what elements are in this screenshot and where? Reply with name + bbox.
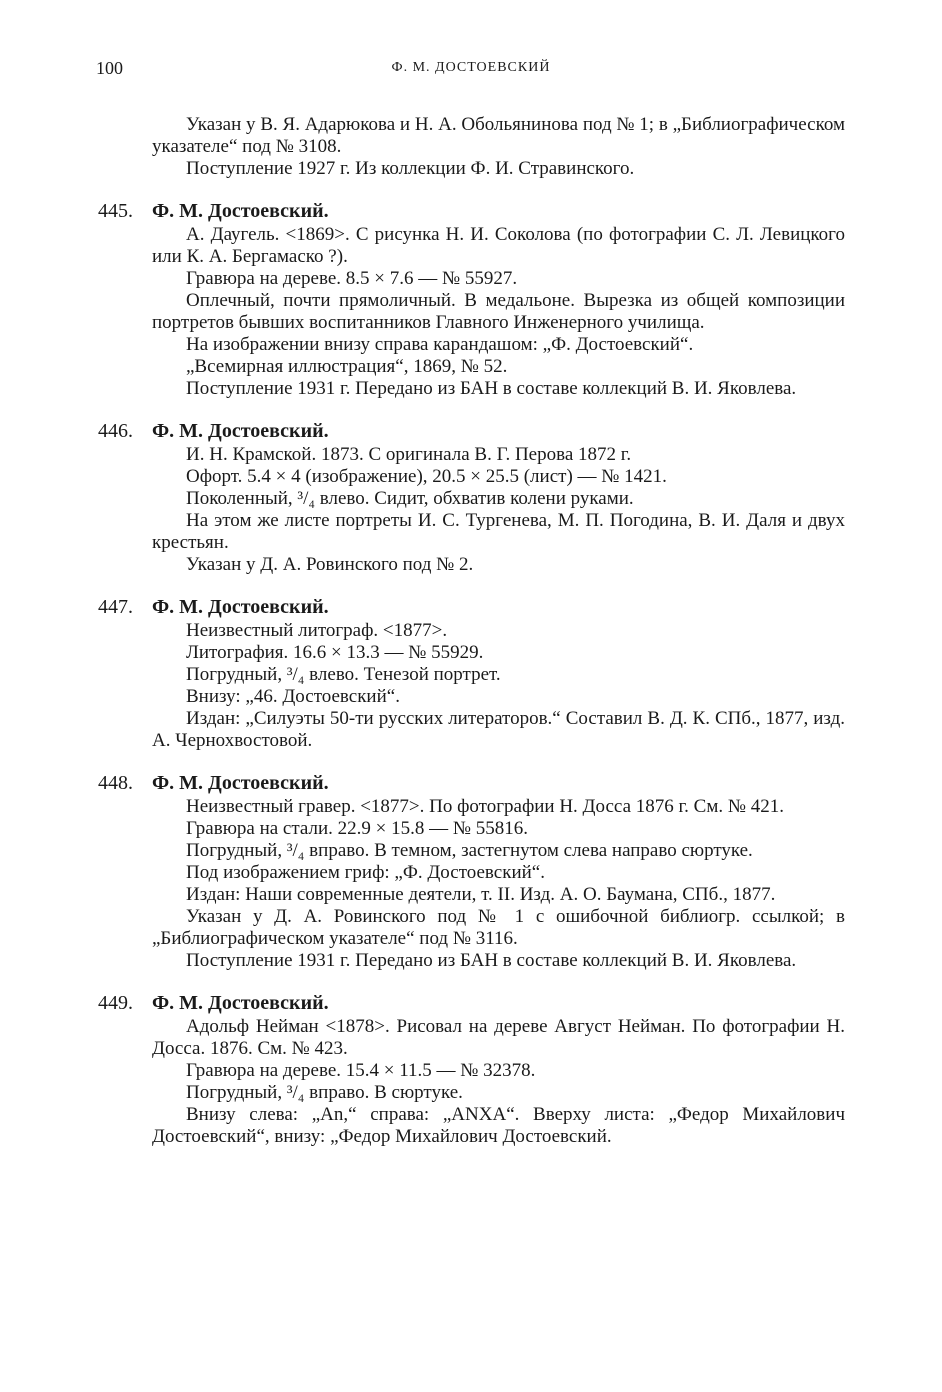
entry-heading	[0, 200, 942, 224]
entry-number: 448.	[98, 772, 133, 794]
paragraph: Внизу слева: „An,“ справа: „ANXA“. Вверху листа: „Федор Михайлович Достоевский“, внизу: „Федор Михайлович Достоевский.	[152, 1104, 845, 1147]
paragraph: Погрудный, ³/₄ влево. Тенезой портрет.	[186, 664, 501, 685]
entry-number: 447.	[98, 596, 133, 618]
catalog-entry	[0, 992, 942, 1148]
paragraph: Издан: Наши современные деятели, т. II. Изд. А. О. Баумана, СПб., 1877.	[186, 884, 776, 905]
entry-heading	[0, 420, 942, 444]
entry-number: 449.	[98, 992, 133, 1014]
paragraph: Адольф Нейман <1878>. Рисовал на дереве Август Нейман. По фотографии Н. Досса. 1876. См. № 423.	[152, 1016, 845, 1059]
paragraph: И. Н. Крамской. 1873. С оригинала В. Г. Перова 1872 г.	[186, 444, 632, 465]
entry-heading	[0, 596, 942, 620]
paragraph: Издан: „Силуэты 50-ти русских литераторов.“ Составил В. Д. К. СПб., 1877, изд. А. Чернохвостовой.	[152, 708, 845, 751]
paragraph: Поколенный, ³/₄ влево. Сидит, обхватив колени руками.	[186, 488, 634, 509]
paragraph: Оплечный, почти прямоличный. В медальоне. Вырезка из общей композиции портретов бывших воспитанников Главного Инженерного училища.	[152, 290, 845, 333]
paragraph: Погрудный, ³/₄ вправо. В сюртуке.	[186, 1082, 463, 1103]
intro-continuation	[0, 114, 942, 180]
paragraph: Литография. 16.6 × 13.3 — № 55929.	[186, 642, 484, 663]
entry-title: Ф. М. Достоевский.	[152, 420, 329, 442]
paragraph: Гравюра на стали. 22.9 × 15.8 — № 55816.	[186, 818, 528, 839]
entry-title: Ф. М. Достоевский.	[152, 200, 329, 222]
page-body	[0, 114, 942, 1168]
page-number: 100	[96, 58, 123, 78]
paragraph: Указан у Д. А. Ровинского под № 2.	[186, 554, 474, 575]
catalog-entry	[0, 772, 942, 972]
paragraph: Указан у Д. А. Ровинского под № 1 с ошибочной библиогр. ссылкой; в „Библиографическом указателе“ под № 3116.	[152, 906, 845, 949]
paragraph: А. Даугель. <1869>. С рисунка Н. И. Соколова (по фотографии С. Л. Левицкого или К. А. Бергамаско ?).	[152, 224, 845, 267]
paragraph: Под изображением гриф: „Ф. Достоевский“.	[186, 862, 545, 883]
entry-title: Ф. М. Достоевский.	[152, 596, 329, 618]
paragraph: Офорт. 5.4 × 4 (изображение), 20.5 × 25.5 (лист) — № 1421.	[186, 466, 667, 487]
entry-title: Ф. М. Достоевский.	[152, 992, 329, 1014]
paragraph: Неизвестный литограф. <1877>.	[186, 620, 448, 641]
paragraph: Поступление 1927 г. Из коллекции Ф. И. Стравинского.	[186, 158, 635, 179]
paragraph: Погрудный, ³/₄ вправо. В темном, застегнутом слева направо сюртуке.	[186, 840, 753, 861]
entry-heading	[0, 992, 942, 1016]
entry-title: Ф. М. Достоевский.	[152, 772, 329, 794]
paragraph: На этом же листе портреты И. С. Тургенева, М. П. Погодина, В. И. Даля и двух крестьян.	[152, 510, 845, 553]
paragraph: Гравюра на дереве. 15.4 × 11.5 — № 32378.	[186, 1060, 536, 1081]
catalog-entry	[0, 200, 942, 400]
catalog-entry	[0, 596, 942, 752]
page-header	[0, 58, 942, 82]
running-head: Ф. М. ДОСТОЕВСКИЙ	[391, 60, 551, 75]
paragraph: На изображении внизу справа карандашом: „Ф. Достоевский“.	[186, 334, 694, 355]
entry-heading	[0, 772, 942, 796]
paragraph: Указан у В. Я. Адарюкова и Н. А. Обольянинова под № 1; в „Библиографическом указателе“ под № 3108.	[152, 114, 845, 157]
entry-number: 445.	[98, 200, 133, 222]
paragraph: „Всемирная иллюстрация“, 1869, № 52.	[186, 356, 508, 377]
paragraph: Гравюра на дереве. 8.5 × 7.6 — № 55927.	[186, 268, 518, 289]
catalog-entry	[0, 420, 942, 576]
paragraph: Неизвестный гравер. <1877>. По фотографии Н. Досса 1876 г. См. № 421.	[186, 796, 784, 817]
entry-number: 446.	[98, 420, 133, 442]
paragraph: Внизу: „46. Достоевский“.	[186, 686, 400, 707]
paragraph: Поступление 1931 г. Передано из БАН в составе коллекций В. И. Яковлева.	[186, 378, 797, 399]
paragraph: Поступление 1931 г. Передано из БАН в составе коллекций В. И. Яковлева.	[186, 950, 797, 971]
